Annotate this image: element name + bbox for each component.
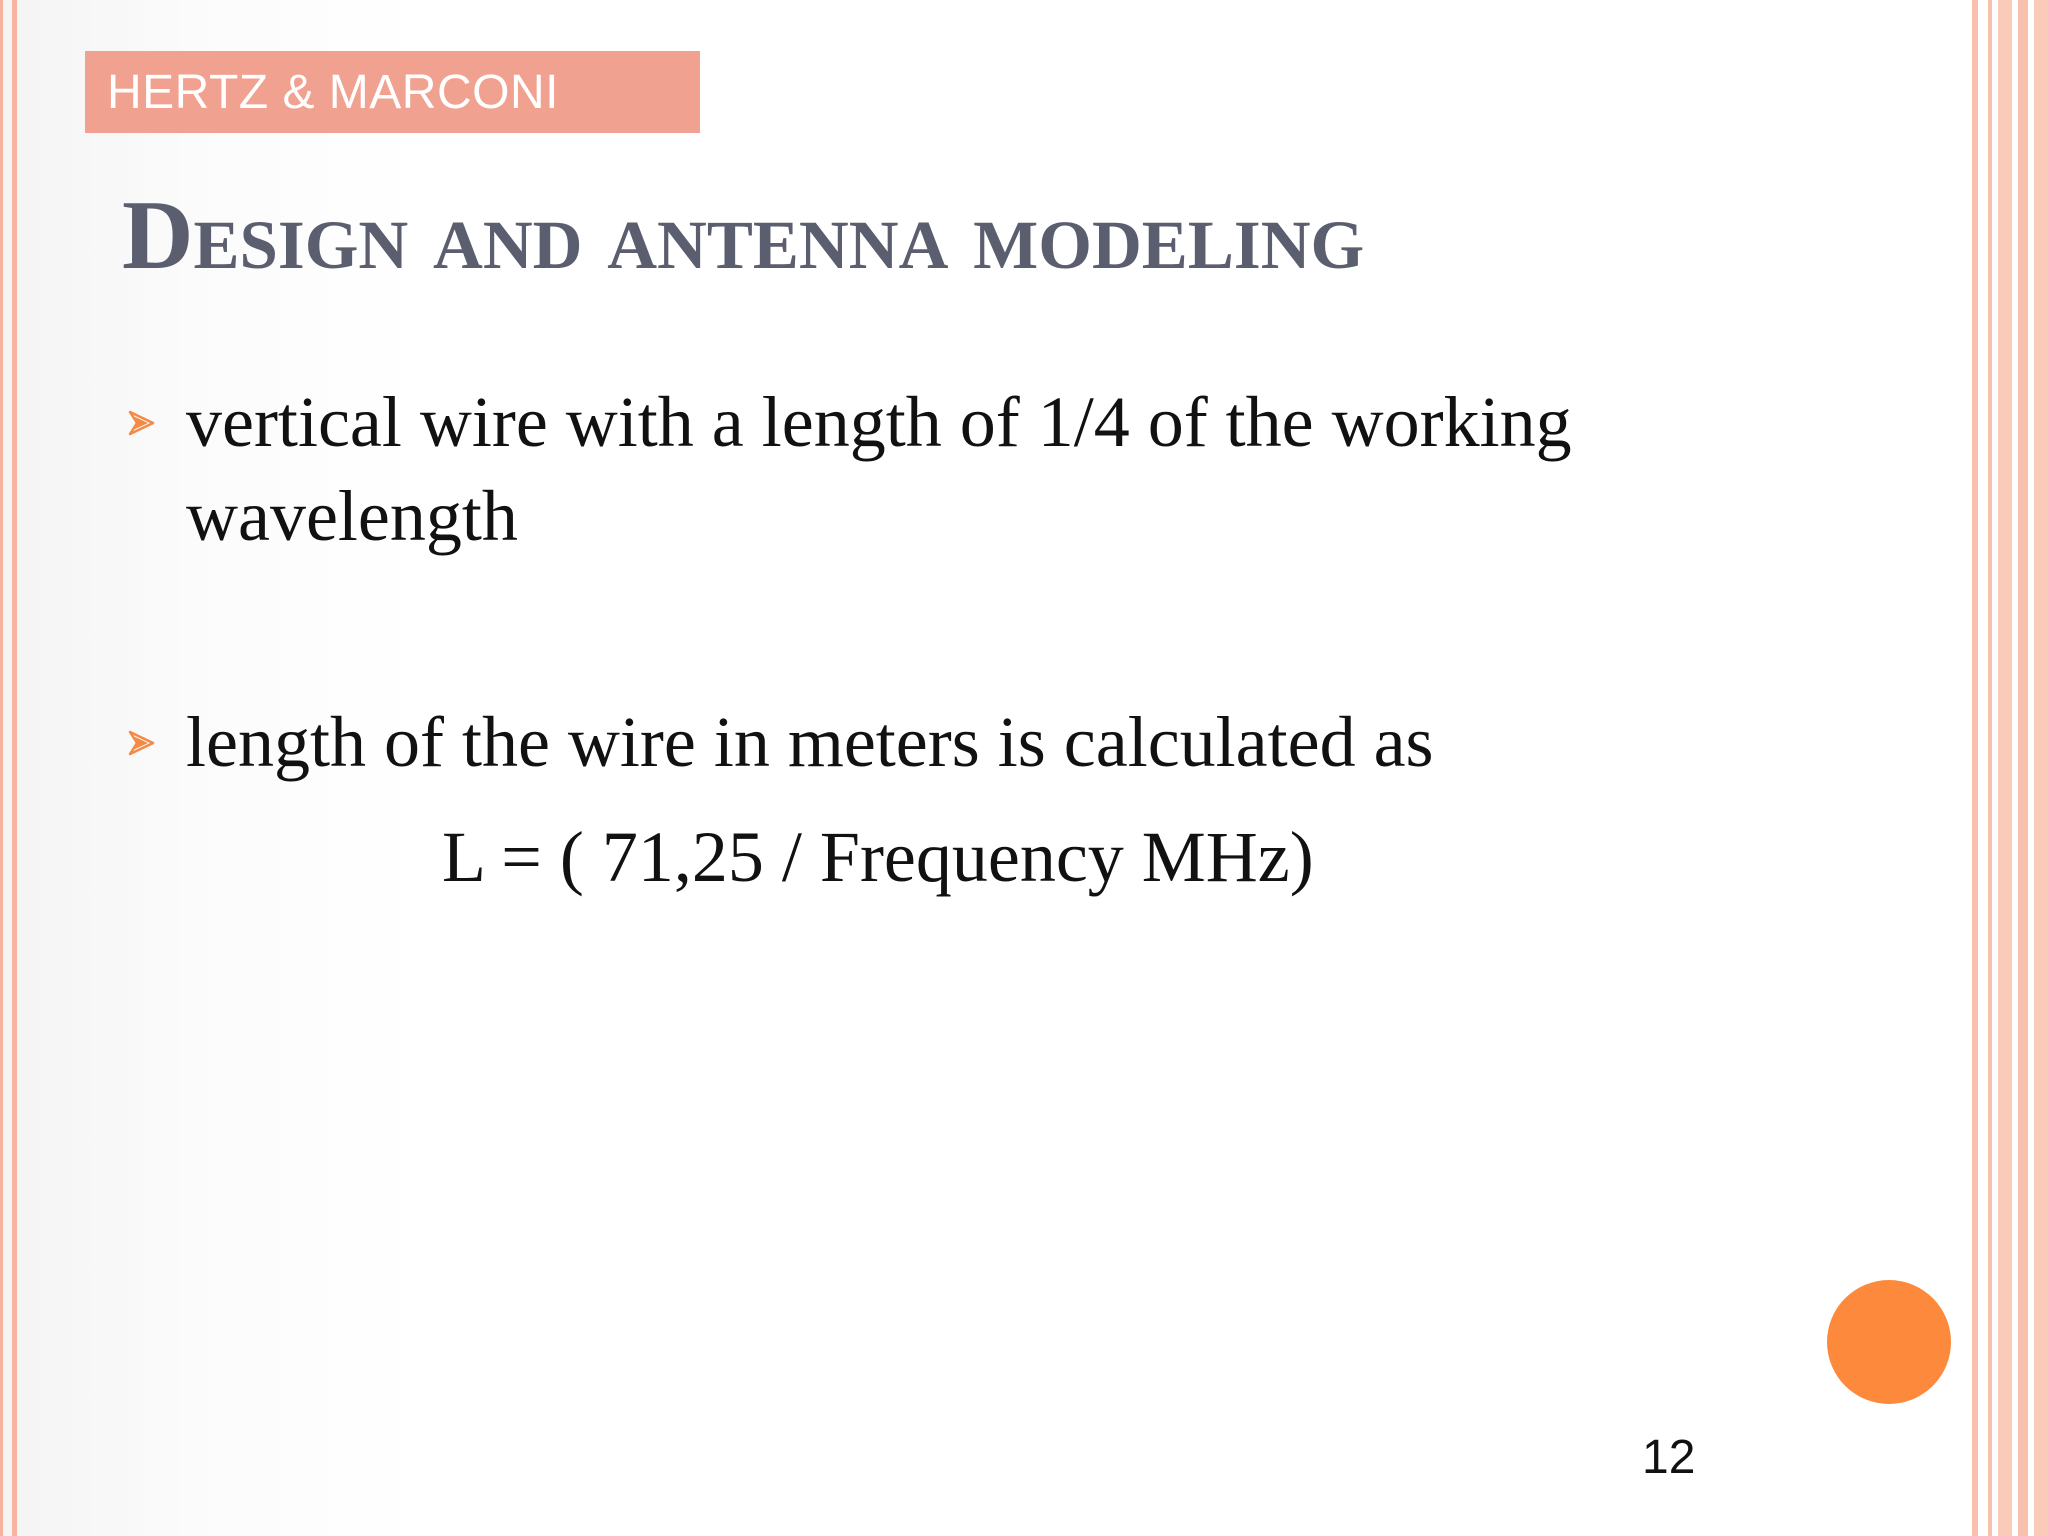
section-tag: HERTZ & MARCONI [85, 51, 700, 133]
right-border-stripe [2034, 0, 2048, 1536]
right-border-stripe [1998, 0, 2012, 1536]
bullet-item [122, 695, 1762, 789]
bullet-list [122, 375, 1762, 789]
bullet-text: vertical wire with a length of 1/4 of the working wavelength [186, 382, 1572, 556]
bullet-item [122, 375, 1762, 563]
left-border-line [0, 0, 3, 1536]
arrow-bullet-icon [128, 729, 156, 757]
arrow-bullet-icon [128, 409, 156, 437]
bullet-text: length of the wire in meters is calculated as [186, 702, 1434, 782]
formula: L = ( 71,25 / Frequency MHz) [442, 817, 1314, 897]
right-border-stripe [1972, 0, 1978, 1536]
orange-circle-decoration [1827, 1280, 1951, 1404]
right-border-band [1964, 0, 2048, 1536]
slide-title: Design and antenna modeling [122, 181, 1365, 290]
page-number: 12 [1642, 1431, 1696, 1484]
right-border-stripe [1988, 0, 1992, 1536]
left-border-line [12, 0, 17, 1536]
right-border-stripe [2018, 0, 2028, 1536]
